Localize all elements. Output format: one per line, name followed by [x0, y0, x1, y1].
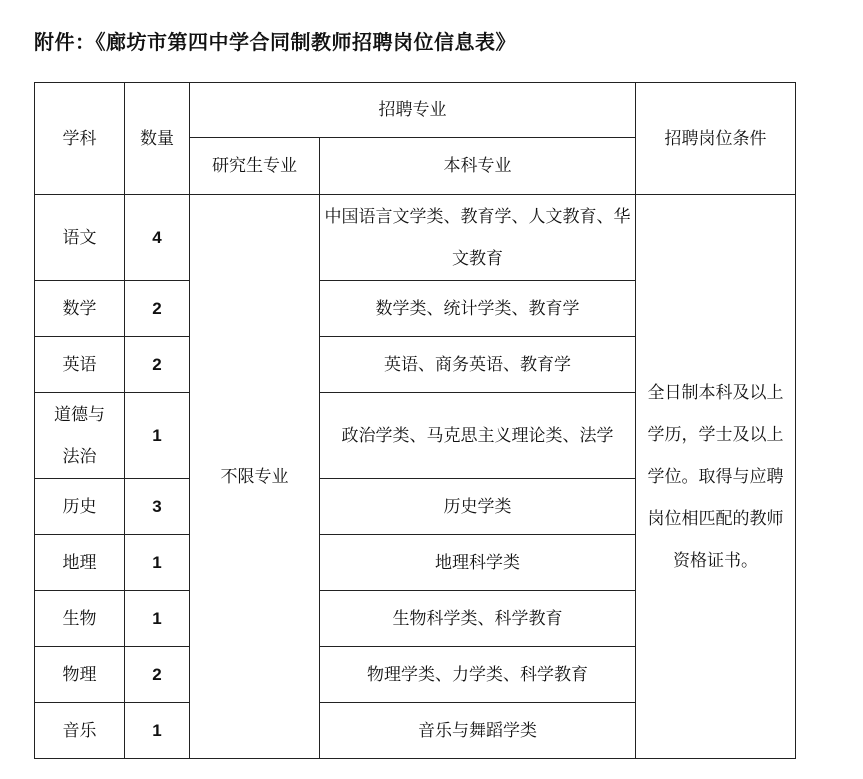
- undergrad-major-cell: 中国语言文学类、教育学、人文教育、华文教育: [320, 195, 636, 281]
- subject-cell: 数学: [35, 281, 125, 337]
- count-cell: 1: [125, 703, 190, 759]
- subject-cell: 语文: [35, 195, 125, 281]
- table-row: [35, 195, 796, 281]
- subject-cell: 生物: [35, 591, 125, 647]
- count-cell: 2: [125, 281, 190, 337]
- undergrad-major-cell: 生物科学类、科学教育: [320, 591, 636, 647]
- recruitment-table: [34, 82, 796, 759]
- header-row: [35, 83, 796, 138]
- subject-cell: 道德与法治: [35, 393, 125, 479]
- conditions-text: 全日制本科及以上学历，学士及以上学位。取得与应聘岗位相匹配的教师资格证书。: [647, 382, 784, 571]
- undergrad-major-cell: 数学类、统计学类、教育学: [320, 281, 636, 337]
- subject-cell: 音乐: [35, 703, 125, 759]
- header-conditions: 招聘岗位条件: [636, 83, 796, 195]
- subject-cell: 物理: [35, 647, 125, 703]
- subject-cell: 英语: [35, 337, 125, 393]
- count-cell: 3: [125, 479, 190, 535]
- count-cell: 2: [125, 337, 190, 393]
- subject-cell: 地理: [35, 535, 125, 591]
- page-title: 附件：《廊坊市第四中学合同制教师招聘岗位信息表》: [34, 30, 516, 54]
- count-cell: 1: [125, 393, 190, 479]
- conditions-cell: [636, 195, 796, 759]
- header-grad-major: 研究生专业: [190, 138, 320, 195]
- subject-cell: 历史: [35, 479, 125, 535]
- undergrad-major-cell: 音乐与舞蹈学类: [320, 703, 636, 759]
- header-count: 数量: [125, 83, 190, 195]
- undergrad-major-cell: 历史学类: [320, 479, 636, 535]
- undergrad-major-cell: 政治学类、马克思主义理论类、法学: [320, 393, 636, 479]
- count-cell: 1: [125, 535, 190, 591]
- grad-major-cell: 不限专业: [190, 195, 320, 759]
- count-cell: 2: [125, 647, 190, 703]
- header-undergrad-major: 本科专业: [320, 138, 636, 195]
- undergrad-major-cell: 英语、商务英语、教育学: [320, 337, 636, 393]
- header-subject: 学科: [35, 83, 125, 195]
- header-major-group: 招聘专业: [190, 83, 636, 138]
- undergrad-major-cell: 物理学类、力学类、科学教育: [320, 647, 636, 703]
- undergrad-major-cell: 地理科学类: [320, 535, 636, 591]
- count-cell: 1: [125, 591, 190, 647]
- count-cell: 4: [125, 195, 190, 281]
